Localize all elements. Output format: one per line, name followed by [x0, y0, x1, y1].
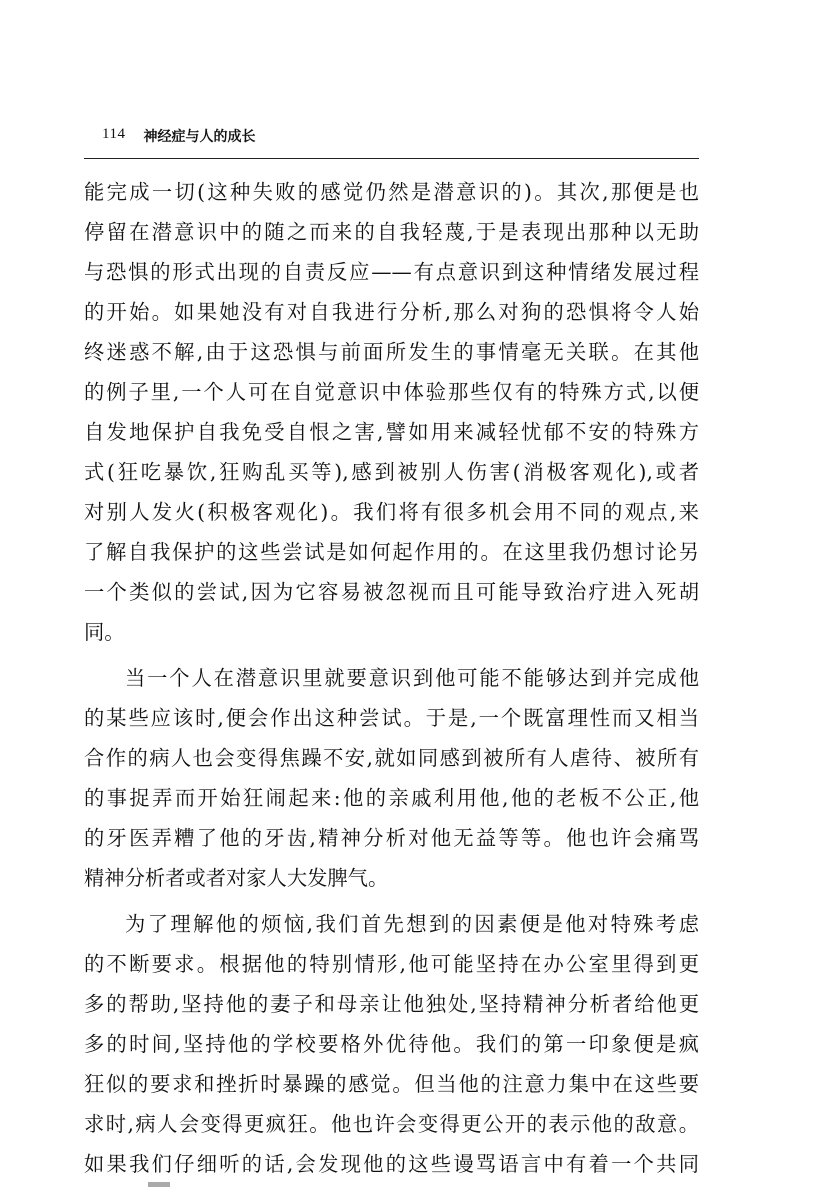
- page-header: [84, 126, 699, 159]
- text-line: 的开始。如果她没有对自我进行分析,那么对狗的恐惧将令人始: [84, 300, 699, 324]
- text-line: 合作的病人也会变得焦躁不安,就如同感到被所有人虐待、被所有: [84, 746, 699, 770]
- text-line: 求时,病人会变得更疯狂。他也许会变得更公开的表示他的敌意。: [84, 1112, 699, 1136]
- text-line: 多的时间,坚持他的学校要格外优待他。我们的第一印象便是疯: [84, 1032, 699, 1056]
- body-text: [84, 172, 699, 1184]
- text-line: 一个类似的尝试,因为它容易被忽视而且可能导致治疗进入死胡: [84, 580, 699, 604]
- text-line: 对别人发火(积极客观化)。我们将有很多机会用不同的观点,来: [84, 500, 699, 524]
- text-line: 与恐惧的形式出现的自责反应——有点意识到这种情绪发展过程: [84, 260, 699, 284]
- text-line: 同。: [84, 620, 125, 644]
- text-line: 当一个人在潜意识里就要意识到他可能不能够达到并完成他: [125, 666, 699, 690]
- text-line: 多的帮助,坚持他的妻子和母亲让他独处,坚持精神分析者给他更: [84, 992, 699, 1016]
- text-line: 为了理解他的烦恼,我们首先想到的因素便是他对特殊考虑: [125, 912, 699, 936]
- text-line: 的事捉弄而开始狂闹起来:他的亲戚利用他,他的老板不公正,他: [84, 786, 699, 810]
- text-line: 自发地保护自我免受自恨之害,譬如用来减轻忧郁不安的特殊方: [84, 420, 699, 444]
- paragraph: [84, 172, 699, 652]
- running-title: 神经症与人的成长: [143, 129, 256, 145]
- text-line: 的某些应该时,便会作出这种尝试。于是,一个既富理性而又相当: [84, 706, 699, 730]
- text-line: 狂似的要求和挫折时暴躁的感觉。但当他的注意力集中在这些要: [84, 1072, 699, 1096]
- text-line: 式(狂吃暴饮,狂购乱买等),感到被别人伤害(消极客观化),或者: [84, 460, 699, 484]
- text-line: 的例子里,一个人可在自觉意识中体验那些仅有的特殊方式,以便: [84, 380, 699, 404]
- paragraph: [84, 658, 699, 898]
- text-line: 停留在潜意识中的随之而来的自我轻蔑,于是表现出那种以无助: [84, 220, 699, 244]
- page-number: 114: [102, 126, 126, 142]
- text-line: 了解自我保护的这些尝试是如何起作用的。在这里我仍想讨论另: [84, 540, 699, 564]
- text-line: 能完成一切(这种失败的感觉仍然是潜意识的)。其次,那便是也: [84, 180, 699, 204]
- paragraph: [84, 904, 699, 1184]
- text-line: 终迷惑不解,由于这恐惧与前面所发生的事情毫无关联。在其他: [84, 340, 699, 364]
- scan-mark: [148, 1182, 170, 1187]
- text-line: 的不断要求。根据他的特别情形,他可能坚持在办公室里得到更: [84, 952, 699, 976]
- text-line: 的牙医弄糟了他的牙齿,精神分析对他无益等等。他也许会痛骂: [84, 826, 699, 850]
- text-line: 如果我们仔细听的话,会发现他的这些谩骂语言中有着一个共同: [84, 1152, 699, 1176]
- text-line: 精神分析者或者对家人大发脾气。: [84, 866, 389, 890]
